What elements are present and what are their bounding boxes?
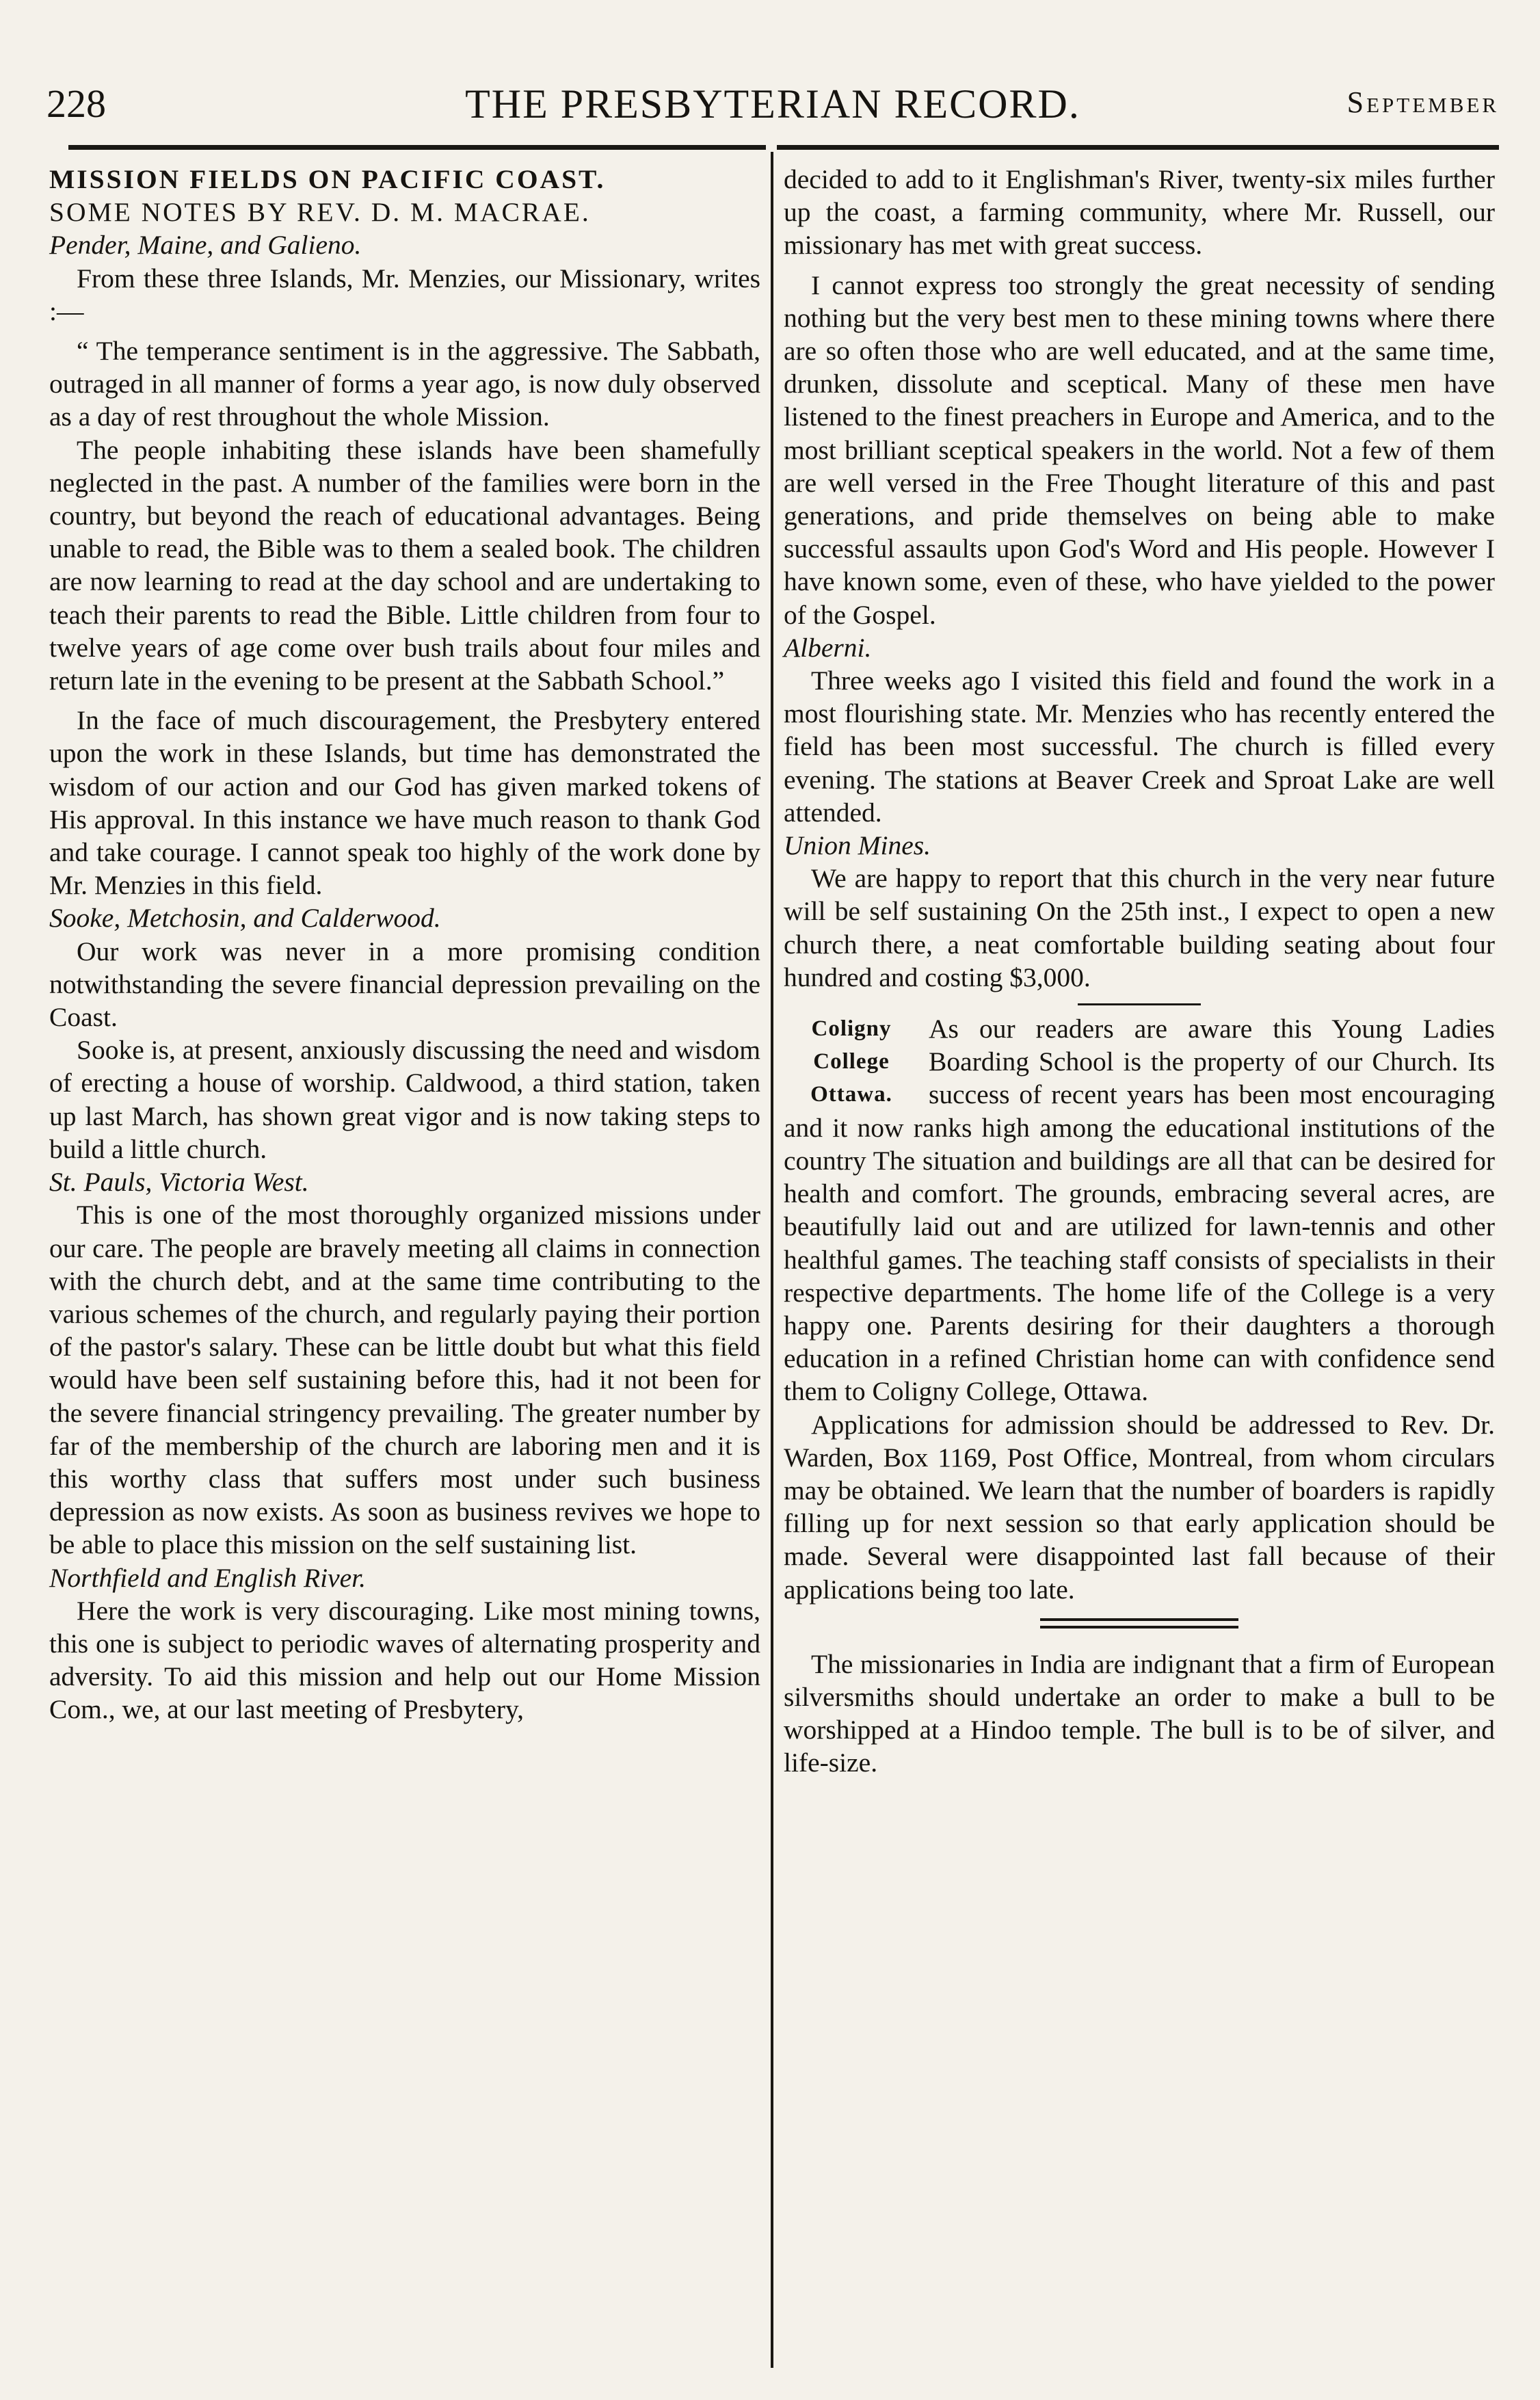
- publication-title: THE PRESBYTERIAN RECORD.: [465, 81, 1080, 127]
- section-heading-alberni: Alberni.: [784, 632, 872, 663]
- paragraph: We are happy to report that this church in the very near future will be self sustaining On the 25th inst., I expect to open a new church there, a neat comfortable building seating about four hundred and costing $3,000.: [784, 863, 1495, 992]
- section-heading-pender: Pender, Maine, and Galieno.: [49, 230, 362, 261]
- article-byline: SOME NOTES BY REV. D. M. MACRAE.: [49, 197, 591, 228]
- page-header: [47, 81, 1499, 135]
- paragraph: Three weeks ago I visited this field and found the work in a most flourishing state. Mr. Menzies who has recently entered the field has been most successful. The church is filled every evening. The stations at Beaver Creek and Sproat Lake are well attended.: [784, 665, 1495, 828]
- side-heading-coligny: Coligny College Ottawa.: [810, 1016, 892, 1107]
- column-separator: [771, 152, 773, 2368]
- paragraph: Here the work is very discouraging. Like most mining towns, this one is subject to periodic waves of alternating prosperity and adversity. To aid this mission and help out our Home Mission Com., we, at our last meeting of Presbytery,: [49, 1595, 760, 1725]
- double-rule-separator: [1040, 1618, 1238, 1628]
- coligny-college-item: [784, 1012, 1495, 1606]
- right-column: [784, 163, 1495, 1780]
- paragraph-continued: decided to add to it Englishman's River, twenty-six miles further up the coast, a farming community, where Mr. Russell, our missionary has met with great success.: [784, 164, 1495, 261]
- paragraph: This is one of the most thoroughly organized missions under our care. The people are bravely meeting all claims in connection with the church debt, and at the same time contributing to the various schemes of the church, and regularly paying their portion of the pastor's salary. These can be little doubt but what this field would have been self sustaining before this, had it not been for the severe financial stringency prevailing. The greater number by far of the membership of the church are laboring men and it is this worthy class that suffers most under such business depression as now exists. As soon as business revives we hope to be able to place this mission on the self sustaining list.: [49, 1200, 760, 1560]
- paragraph: Our work was never in a more promising condition notwithstanding the severe financial depression prevailing on the Coast.: [49, 936, 760, 1033]
- section-heading-sooke: Sooke, Metchosin, and Calderwood.: [49, 903, 441, 934]
- paragraph: “ The temperance sentiment is in the aggressive. The Sabbath, outraged in all manner of forms a year ago, is now duly observed as a day of rest throughout the whole Mission.: [49, 336, 760, 432]
- issue-month: September: [1346, 85, 1499, 119]
- article-headline: MISSION FIELDS ON PACIFIC COAST.: [49, 164, 606, 194]
- paragraph: Applications for admission should be addressed to Rev. Dr. Warden, Box 1169, Post Office, Montreal, from whom circulars may be obtained. We learn that the number of boarders is rapidly filling up for next session so that early application should be made. Several were disappointed last fall because of their applications being too late.: [784, 1409, 1495, 1605]
- paragraph: From these three Islands, Mr. Menzies, our Missionary, writes :—: [49, 263, 760, 326]
- paragraph: I cannot express too strongly the great necessity of sending nothing but the very best men to these mining towns where there are so often those who are well educated, and at the same time, drunken, dissolute and sceptical. Many of these men have listened to the finest preachers in Europe and America, and to the most brilliant sceptical speakers in the world. Not a few of them are well versed in the Free Thought literature of this and past generations, and pride themselves on being able to make successful assaults upon God's Word and His people. However I have known some, even of these, who have yielded to the power of the Gospel.: [784, 269, 1495, 630]
- paragraph: As our readers are aware this Young Ladies Boarding School is the property of our Church. Its success of recent years has been most encouraging and it now ranks high among the educational institutions of the country The situation and buildings are all that can be desired for health and comfort. The grounds, embracing several acres, are beautifully laid out and are utilized for lawn-tennis and other healthful games. The teaching staff consists of specialists in their respective departments. The home life of the College is a very happy one. Parents desiring for their daughters a thorough education in a refined Christian home can with confidence send them to Coligny College, Ottawa.: [784, 1014, 1495, 1407]
- paragraph: Sooke is, at present, anxiously discussing the need and wisdom of erecting a house of worship. Caldwood, a third station, taken up last March, has shown great vigor and is now taking steps to build a little church.: [49, 1035, 760, 1164]
- header-rule-right: [777, 145, 1499, 150]
- header-rule-left: [68, 145, 766, 150]
- paragraph-india: The missionaries in India are indignant that a firm of European silversmiths should undertake an order to make a bull to be worshipped at a Hindoo temple. The bull is to be of silver, and life-size.: [784, 1648, 1495, 1778]
- page-number: 228: [47, 81, 106, 126]
- left-column: [49, 163, 760, 1726]
- section-heading-union-mines: Union Mines.: [784, 830, 931, 861]
- section-heading-northfield: Northfield and English River.: [49, 1562, 367, 1593]
- paragraph: The people inhabiting these islands have been shamefully neglected in the past. A number of the families were born in the country, but beyond the reach of educational advantages. Being unable to read, the Bible was to them a sealed book. The children are now learning to read at the day school and are undertaking to teach their parents to read the Bible. Little children from four to twelve years of age come over bush trails about four miles and return late in the evening to be present at the Sabbath School.”: [49, 434, 760, 696]
- section-heading-st-pauls: St. Pauls, Victoria West.: [49, 1167, 309, 1198]
- separator-rule: [1078, 1003, 1201, 1005]
- paragraph: In the face of much discouragement, the Presbytery entered upon the work in these Islands, but time has demonstrated the wisdom of our action and our God has given marked tokens of His approval. In this instance we have much reason to thank God and take courage. I cannot speak too highly of the work done by Mr. Menzies in this field.: [49, 705, 760, 901]
